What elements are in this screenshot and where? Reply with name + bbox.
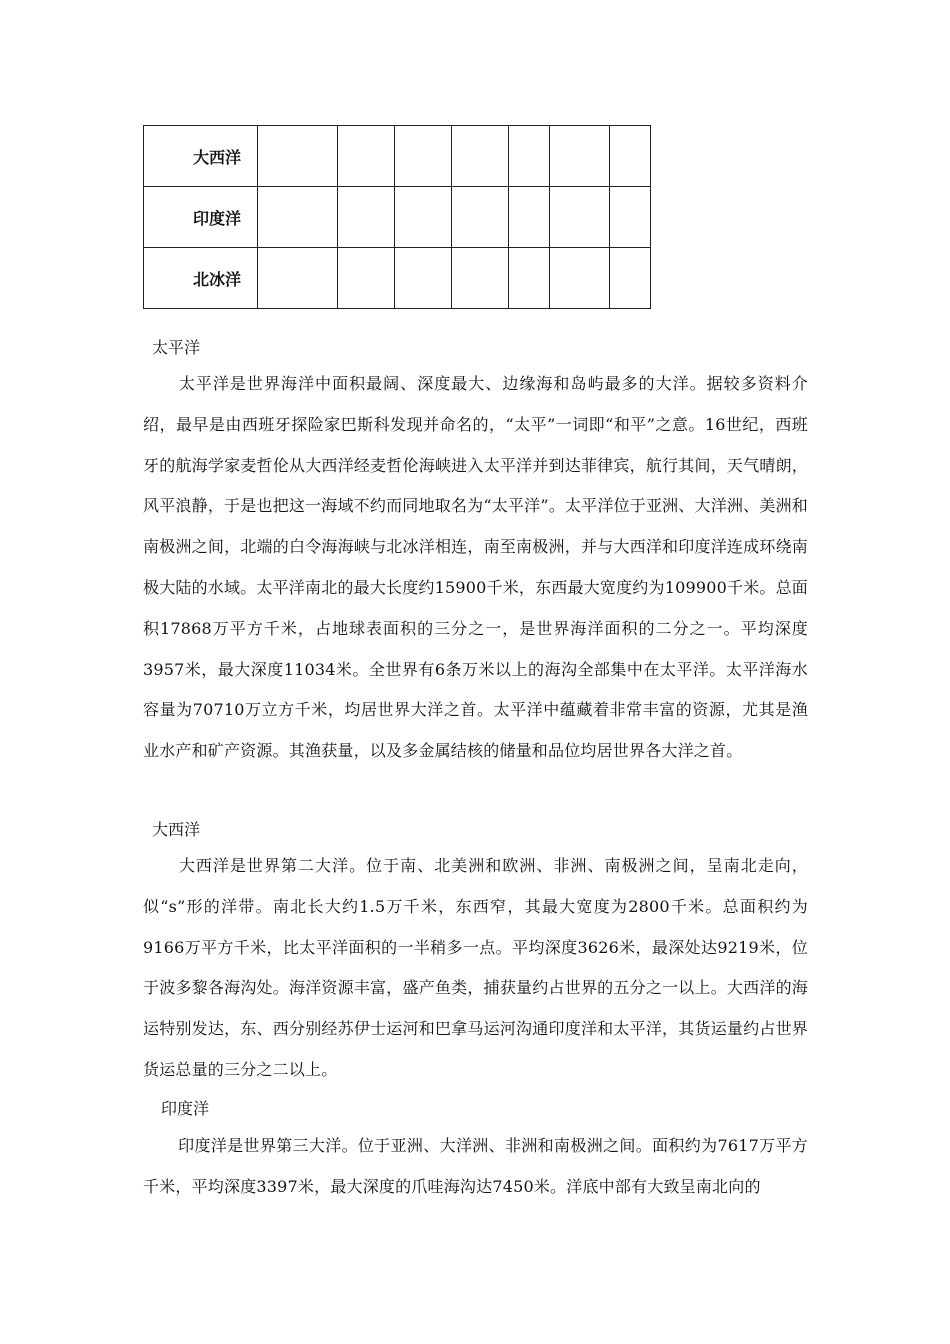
table-cell <box>395 248 452 309</box>
table-row <box>144 248 651 309</box>
table-cell <box>610 126 651 187</box>
paragraph-text: 大西洋是世界第二大洋。位于南、北美洲和欧洲、非洲、南极洲之间，呈南北走向，似“s”形的洋带。南北长大约1.5万千米，东西窄，其最大宽度为2800千米。总面积约为9166万平方千米，比太平洋面积的一半稍多一点。平均深度3626米，最深处达9219米，位于波多黎各海沟处。海洋资源丰富，盛产鱼类，捕获量约占世界的五分之一以上。大西洋的海运特别发达，东、西分别经苏伊士运河和巴拿马运河沟通印度洋和太平洋，其货运量约占世界货运总量的三分之二以上。 <box>143 856 808 1079</box>
table-cell <box>550 126 610 187</box>
table-cell <box>550 248 610 309</box>
table-cell <box>395 187 452 248</box>
paragraph-atlantic <box>143 846 808 1091</box>
table-cell <box>338 126 395 187</box>
row-label-indian: 印度洋 <box>144 187 258 248</box>
ocean-comparison-table <box>143 125 651 309</box>
table-cell <box>258 187 338 248</box>
row-label-arctic: 北冰洋 <box>144 248 258 309</box>
table-cell <box>610 248 651 309</box>
table-cell <box>550 187 610 248</box>
section-title-atlantic: 大西洋 <box>152 820 201 839</box>
table-cell <box>338 248 395 309</box>
table-cell <box>509 248 550 309</box>
table-cell <box>509 187 550 248</box>
table-row <box>144 187 651 248</box>
section-title-indian: 印度洋 <box>161 1099 210 1118</box>
table-cell <box>258 248 338 309</box>
table-row <box>144 126 651 187</box>
row-label-atlantic: 大西洋 <box>144 126 258 187</box>
table-cell <box>452 126 509 187</box>
paragraph-pacific <box>143 364 808 772</box>
table-cell <box>610 187 651 248</box>
table-cell <box>395 126 452 187</box>
paragraph-text: 印度洋是世界第三大洋。位于亚洲、大洋洲、非洲和南极洲之间。面积约为7617万平方千米，平均深度3397米，最大深度的爪哇海沟达7450米。洋底中部有大致呈南北向的 <box>143 1136 808 1196</box>
table-cell <box>338 187 395 248</box>
table-cell <box>258 126 338 187</box>
paragraph-text: 太平洋是世界海洋中面积最阔、深度最大、边缘海和岛屿最多的大洋。据较多资料介绍，最早是由西班牙探险家巴斯科发现并命名的，“太平”一词即“和平”之意。16世纪，西班牙的航海学家麦哲伦从大西洋经麦哲伦海峡进入太平洋并到达菲律宾，航行其间，天气晴朗，风平浪静，于是也把这一海域不约而同地取名为“太平洋”。太平洋位于亚洲、大洋洲、美洲和南极洲之间，北端的白令海海峡与北冰洋相连，南至南极洲，并与大西洋和印度洋连成环绕南极大陆的水域。太平洋南北的最大长度约15900千米，东西最大宽度约为109900千米。总面积17868万平方千米，占地球表面积的三分之一，是世界海洋面积的二分之一。平均深度3957米，最大深度11034米。全世界有6条万米以上的海沟全部集中在太平洋。太平洋海水容量为70710万立方千米，均居世界大洋之首。太平洋中蕴藏着非常丰富的资源，尤其是渔业水产和矿产资源。其渔获量，以及多金属结核的储量和品位均居世界各大洋之首。 <box>143 374 808 761</box>
table-cell <box>452 248 509 309</box>
paragraph-indian <box>143 1126 808 1208</box>
table-cell <box>452 187 509 248</box>
section-title-pacific: 太平洋 <box>152 338 201 357</box>
table-cell <box>509 126 550 187</box>
